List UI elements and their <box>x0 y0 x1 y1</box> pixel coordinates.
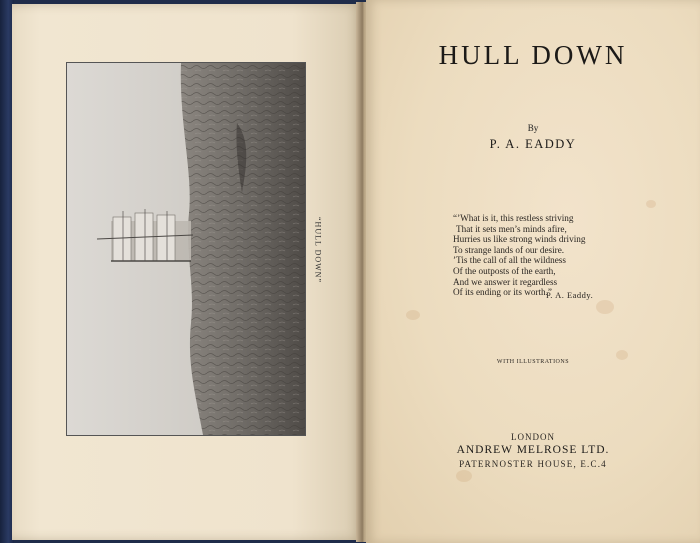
ship-at-sea-image <box>67 63 305 435</box>
poem-line: Hurries us like strong winds driving <box>453 234 586 245</box>
poem-line: To strange lands of our desire. <box>453 244 565 255</box>
publisher-city: LONDON <box>511 432 555 442</box>
author-name: P. A. EADDY <box>489 137 577 151</box>
poem-line: That it sets men’s minds afire, <box>456 223 567 234</box>
poem-line: ’Tis the call of all the wildness <box>453 255 566 266</box>
book-title: HULL DOWN <box>438 40 628 70</box>
poem-line: And we answer it regardless <box>453 276 558 287</box>
publisher-name: ANDREW MELROSE LTD. <box>456 444 610 456</box>
poem-line: “’What is it, this restless striving <box>453 213 574 223</box>
publisher-address: PATERNOSTER HOUSE, E.C.4 <box>459 459 607 469</box>
frontispiece-caption: “HULL DOWN” <box>313 216 323 284</box>
by-label: By <box>527 123 539 133</box>
illustrations-note: WITH ILLUSTRATIONS <box>496 359 570 365</box>
poem-signature: P. A. Eaddy. <box>546 290 594 300</box>
poem-line: Of its ending or its worth.” <box>453 287 553 298</box>
epigraph-poem <box>453 213 585 298</box>
poem-line: Of the outposts of the earth, <box>453 265 556 276</box>
frontispiece-illustration <box>66 62 306 436</box>
